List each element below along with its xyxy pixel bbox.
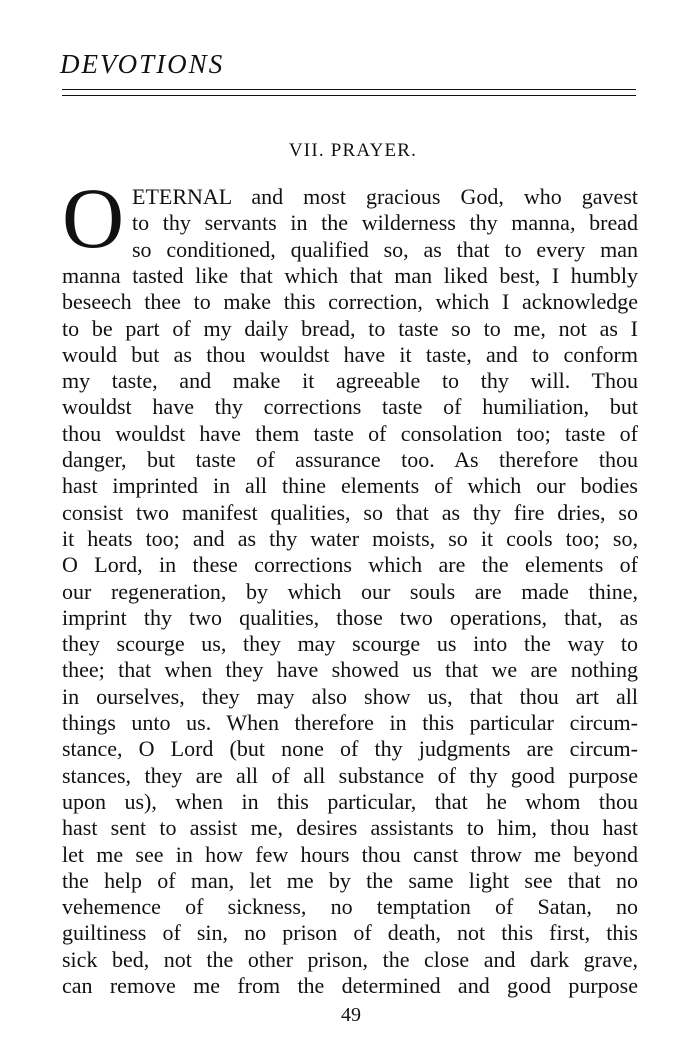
text-line: they scourge us, they may scourge us into the way to <box>62 631 638 657</box>
header-rule-bottom <box>62 95 636 96</box>
text-line: my taste, and make it agreeable to thy will. Thou <box>62 368 638 394</box>
text-line: stance, O Lord (but none of thy judgments are circum- <box>62 736 638 762</box>
text-line: O Lord, in these corrections which are the elements of <box>62 552 638 578</box>
text-line: danger, but taste of assurance too. As therefore thou <box>62 447 638 472</box>
header-rule-top <box>62 89 636 90</box>
text-line: to be part of my daily bread, to taste so to me, not as I <box>62 315 638 341</box>
text-line: hast sent to assist me, desires assistants to him, thou hast <box>62 815 638 841</box>
text-line: manna tasted like that which that man liked best, I humbly <box>62 262 638 288</box>
text-line: would but as thou wouldst have it taste, and to conform <box>62 341 638 367</box>
text-line: guiltiness of sin, no prison of death, not this first, this <box>62 920 638 946</box>
text-line: ETERNAL and most gracious God, who gavest <box>132 184 638 209</box>
text-line: let me see in how few hours thou canst throw me beyond <box>62 841 638 867</box>
text-line: imprint thy two qualities, those two operations, that, as <box>62 604 638 630</box>
text-line: thou wouldst have them taste of consolation too; taste of <box>62 420 638 446</box>
text-line: it heats too; and as thy water moists, so it cools too; so, <box>62 525 638 551</box>
text-line: in ourselves, they may also show us, that thou art all <box>62 683 638 709</box>
page-number: 49 <box>341 1004 361 1026</box>
text-line: stances, they are all of all substance of thy good purpose <box>62 762 638 788</box>
text-line: vehemence of sickness, no temptation of Satan, no <box>62 894 638 920</box>
section-heading: VII. PRAYER. <box>288 140 418 161</box>
text-line: so conditioned, qualified so, as that to every man <box>132 236 638 262</box>
text-line: hast imprinted in all thine elements of which our bodies <box>62 473 638 499</box>
text-line: thee; that when they have showed us that we are nothing <box>62 657 638 683</box>
text-line: can remove me from the determined and good purpose <box>62 973 638 998</box>
text-line: consist two manifest qualities, so that as thy fire dries, so <box>62 499 638 525</box>
text-line: to thy servants in the wilderness thy manna, bread <box>132 210 638 236</box>
text-line: sick bed, not the other prison, the close and dark grave, <box>62 946 638 972</box>
text-line: our regeneration, by which our souls are made thine, <box>62 578 638 604</box>
text-line: upon us), when in this particular, that he whom thou <box>62 788 638 814</box>
text-line: wouldst have thy corrections taste of humiliation, but <box>62 394 638 420</box>
text-line: the help of man, let me by the same light see that no <box>62 867 638 893</box>
drop-cap: O <box>62 170 125 266</box>
text-line: things unto us. When therefore in this particular circum- <box>62 710 638 735</box>
running-head: DEVOTIONS <box>60 49 225 79</box>
text-line: beseech thee to make this correction, which I acknowledge <box>62 289 638 315</box>
